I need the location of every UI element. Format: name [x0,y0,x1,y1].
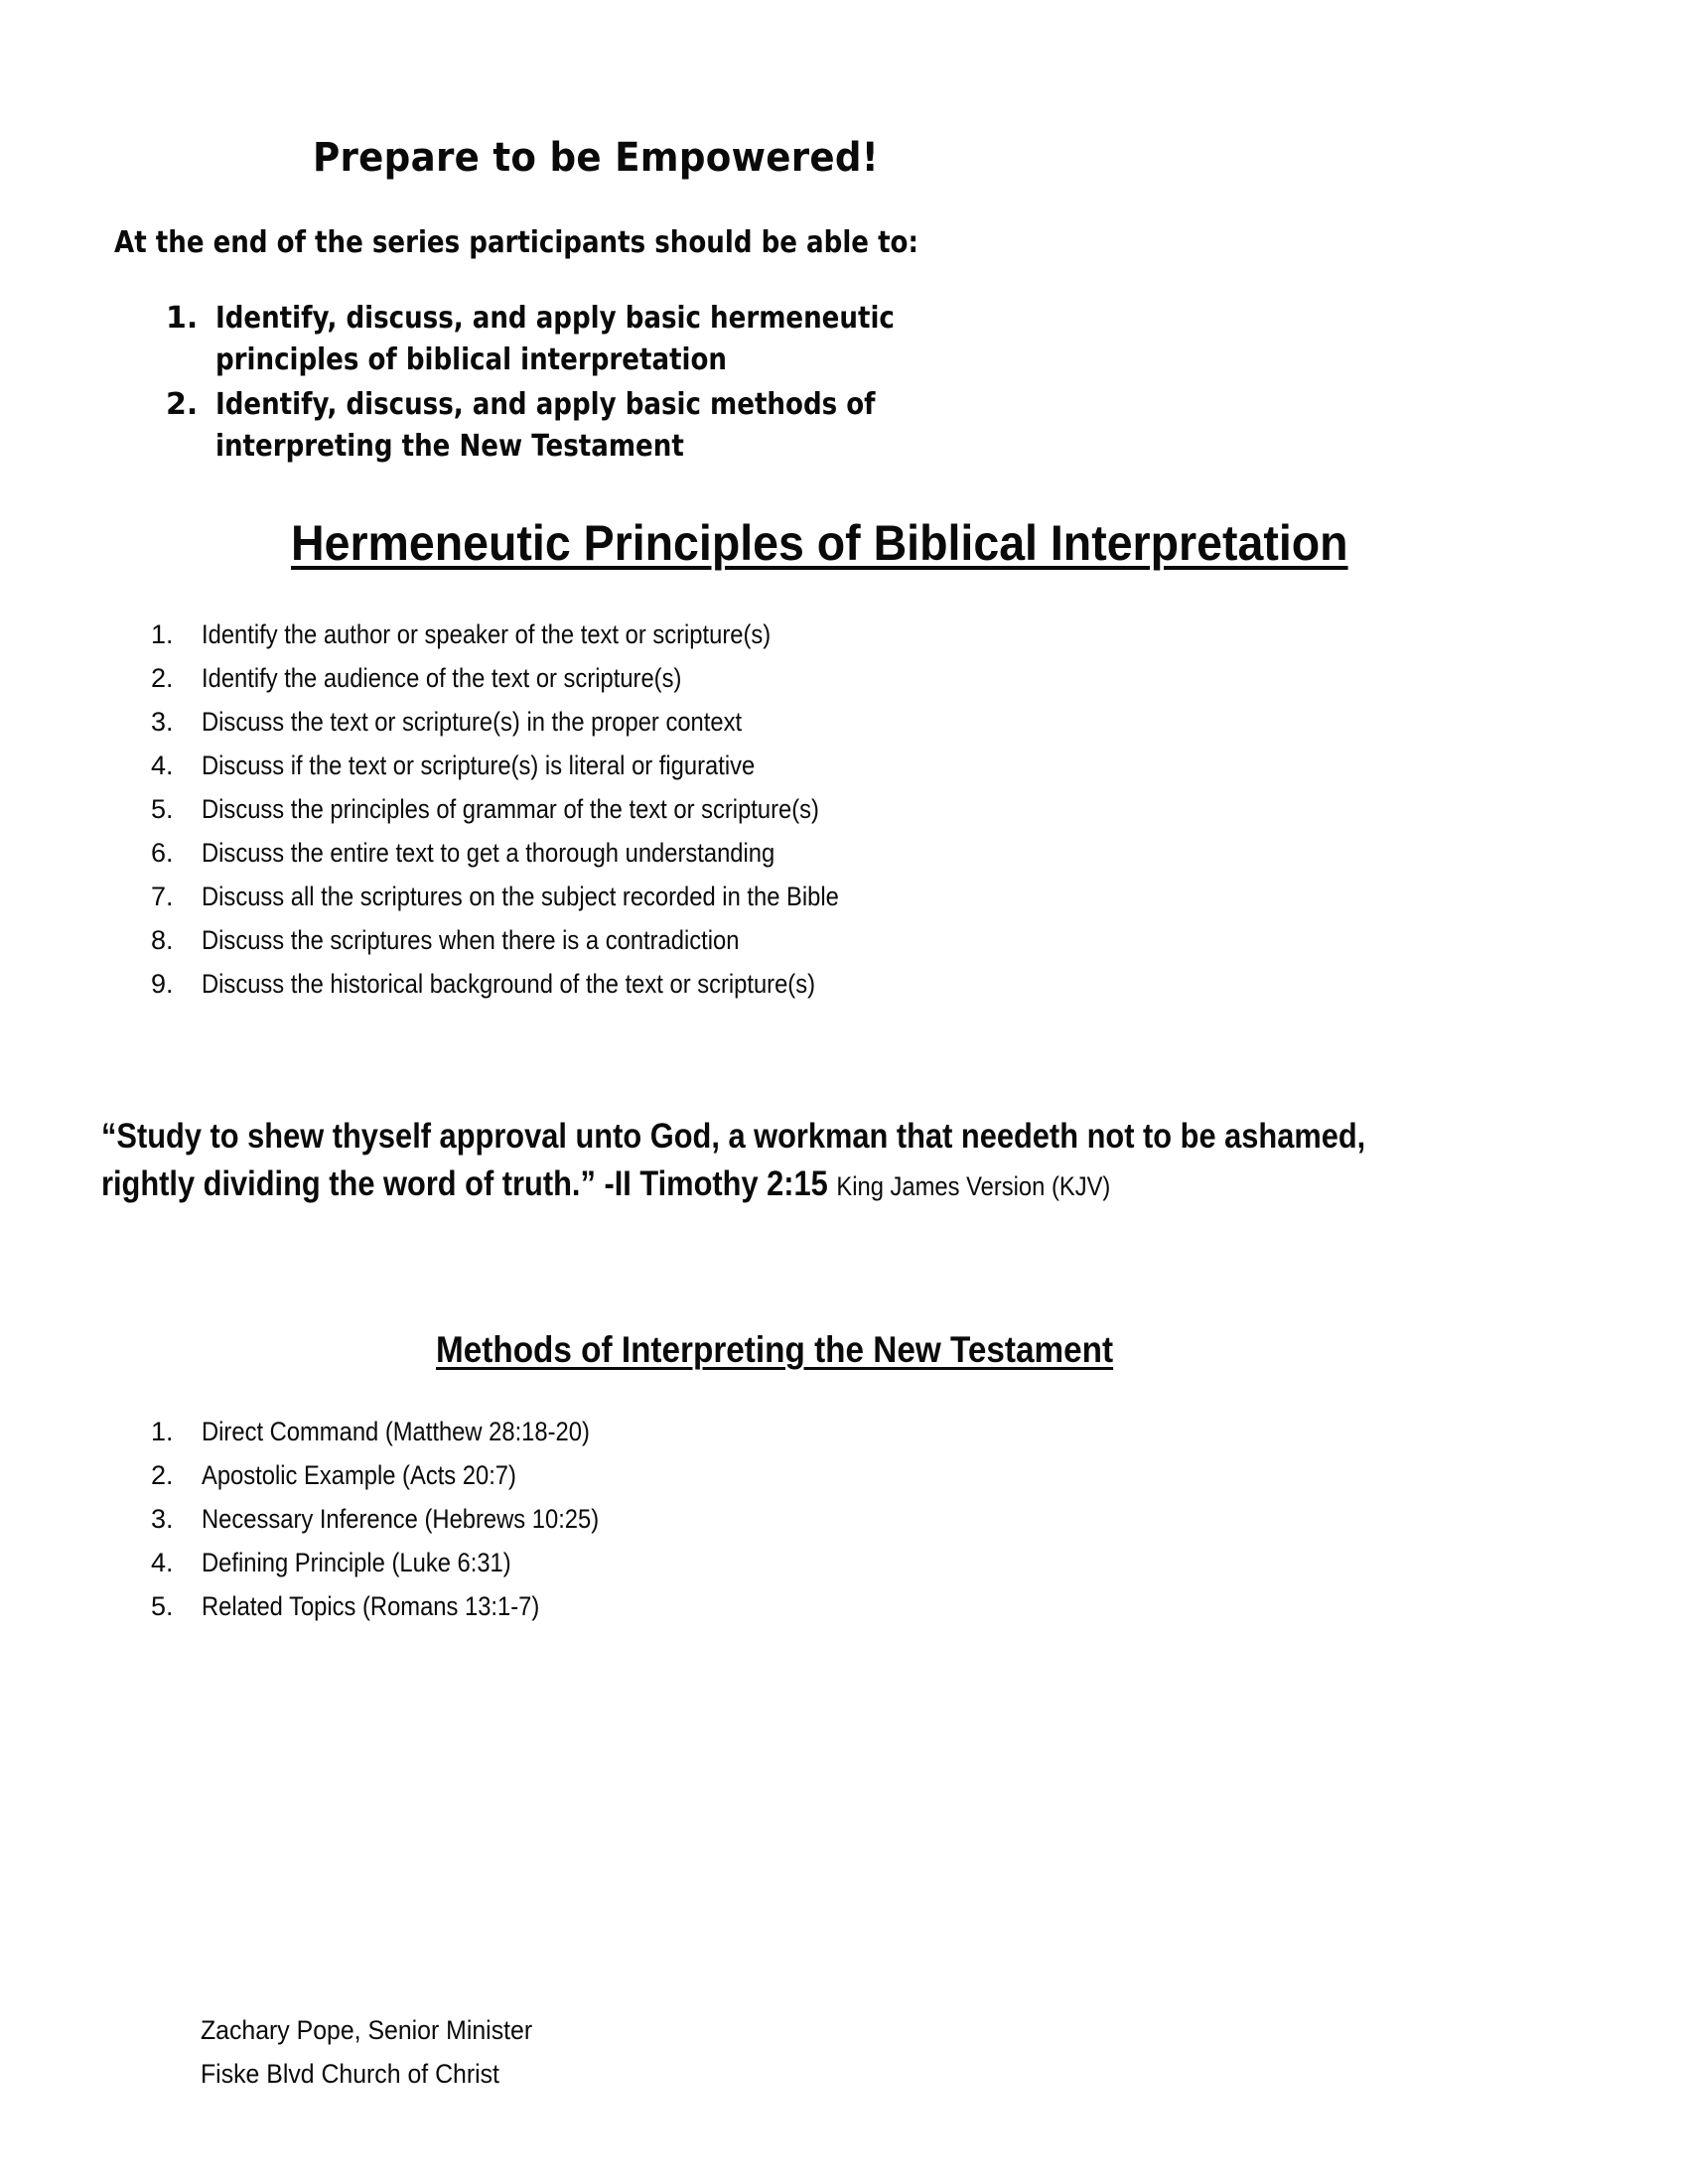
list-item: Discuss the entire text to get a thorough understanding [202,838,775,868]
signature-organization: Fiske Blvd Church of Christ [201,2059,499,2089]
quote-line-1: “Study to shew thyself approval unto God, a workman that needeth not to be ashamed, [101,1117,1366,1156]
list-item: Apostolic Example (Acts 20:7) [202,1460,516,1490]
list-item-number: 2. [151,663,174,693]
methods-heading: Methods of Interpreting the New Testament [436,1329,1114,1370]
list-item: Defining Principle (Luke 6:31) [202,1548,511,1577]
list-item: Related Topics (Romans 13:1-7) [202,1591,540,1621]
list-item: Discuss all the scriptures on the subject recorded in the Bible [202,882,839,911]
list-item-number: 1. [151,619,174,649]
list-item-number: 4. [151,751,174,780]
list-item: Discuss the scriptures when there is a contradiction [202,925,740,955]
principles-heading: Hermeneutic Principles of Biblical Interpretation [291,515,1348,571]
list-item: Discuss if the text or scripture(s) is literal or figurative [202,751,756,780]
list-item-number: 6. [151,838,174,868]
objective-number: 1. [166,301,199,336]
signature-name: Zachary Pope, Senior Minister [201,2015,533,2045]
objective-text: Identify, discuss, and apply basic methods of [215,387,876,422]
list-item-number: 1. [151,1417,174,1446]
list-item-number: 5. [151,1591,174,1621]
list-item: Direct Command (Matthew 28:18-20) [202,1417,590,1446]
list-item-number: 5. [151,794,174,824]
quote-version: King James Version (KJV) [836,1171,1111,1201]
list-item-number: 7. [151,882,174,911]
list-item: Identify the author or speaker of the text or scripture(s) [202,619,772,649]
list-item-number: 4. [151,1548,174,1577]
list-item-number: 9. [151,969,174,999]
list-item: Identify the audience of the text or scripture(s) [202,663,682,693]
list-item: Discuss the text or scripture(s) in the proper context [202,707,743,737]
objective-text: Identify, discuss, and apply basic hermeneutic [215,301,895,336]
quote-text: rightly dividing the word of truth.” -II Timothy 2:15 [101,1164,828,1203]
objective-text: interpreting the New Testament [215,429,684,464]
list-item-number: 3. [151,707,174,737]
objective-number: 2. [166,387,199,422]
list-item-number: 8. [151,925,174,955]
list-item: Discuss the principles of grammar of the text or scripture(s) [202,794,819,824]
quote-line-2 [101,1163,1110,1207]
list-item: Discuss the historical background of the text or scripture(s) [202,969,816,999]
objective-text: principles of biblical interpretation [215,342,728,377]
list-item-number: 2. [151,1460,174,1490]
intro-text: At the end of the series participants should be able to: [114,225,918,260]
list-item-number: 3. [151,1504,174,1534]
page-title: Prepare to be Empowered! [313,135,880,181]
list-item: Necessary Inference (Hebrews 10:25) [202,1504,600,1534]
